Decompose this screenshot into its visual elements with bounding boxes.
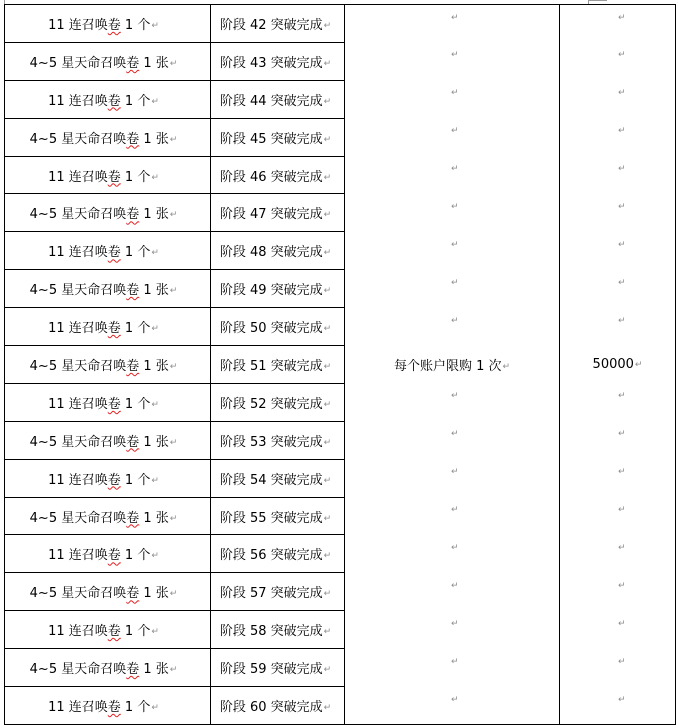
paragraph-mark-icon: ↵: [618, 164, 626, 175]
paragraph-mark-icon: ↵: [451, 467, 459, 478]
paragraph-mark-icon: ↵: [169, 437, 178, 448]
table-row: [5, 649, 676, 687]
paragraph-mark-icon: ↵: [323, 361, 332, 372]
limit-empty-cell[interactable]: [345, 687, 560, 725]
paragraph-mark-icon: ↵: [169, 286, 178, 297]
reward-text: 11 连召唤卷 1 个: [48, 396, 151, 412]
reward-text: 11 连召唤卷 1 个: [48, 93, 151, 109]
stage-text: 阶段 49 突破完成: [219, 283, 323, 299]
table-row: [5, 383, 676, 421]
price-empty-cell[interactable]: [560, 308, 676, 346]
paragraph-mark-icon: ↵: [323, 248, 332, 259]
stage-cell[interactable]: [211, 497, 345, 535]
paragraph-mark-icon: ↵: [151, 551, 159, 562]
paragraph-mark-icon: ↵: [323, 210, 332, 221]
paragraph-mark-icon: ↵: [618, 505, 626, 516]
table-row: [5, 118, 676, 156]
spellcheck-underline: 卷: [107, 472, 121, 488]
reward-cell[interactable]: [5, 5, 211, 43]
paragraph-mark-icon: ↵: [169, 361, 178, 372]
paragraph-mark-icon: ↵: [323, 627, 332, 638]
reward-text: 4~5 星天命召唤卷 1 张: [29, 207, 169, 223]
limit-empty-cell[interactable]: [345, 42, 560, 80]
table-row: [5, 42, 676, 80]
reward-text: 4~5 星天命召唤卷 1 张: [29, 358, 169, 374]
reward-cell[interactable]: [5, 535, 211, 573]
stage-cell[interactable]: [211, 421, 345, 459]
paragraph-mark-icon: ↵: [451, 201, 459, 212]
reward-cell[interactable]: [5, 649, 211, 687]
stage-text: 阶段 46 突破完成: [219, 169, 323, 185]
table-row: [5, 346, 676, 384]
stage-text: 阶段 47 突破完成: [219, 207, 323, 223]
spellcheck-underline: 卷: [107, 321, 121, 337]
stage-text: 阶段 44 突破完成: [219, 93, 323, 109]
paragraph-mark-icon: ↵: [618, 88, 626, 99]
spellcheck-underline: 卷: [126, 358, 140, 374]
table-row: [5, 535, 676, 573]
limit-empty-cell[interactable]: [345, 497, 560, 535]
paragraph-mark-icon: ↵: [323, 589, 332, 600]
stage-text: 阶段 54 突破完成: [219, 472, 323, 488]
reward-cell[interactable]: [5, 459, 211, 497]
paragraph-mark-icon: ↵: [169, 665, 178, 676]
paragraph-mark-icon: ↵: [618, 542, 626, 553]
stage-text: 阶段 57 突破完成: [219, 586, 323, 602]
paragraph-mark-icon: ↵: [323, 172, 332, 183]
reward-table: [4, 4, 676, 725]
paragraph-mark-icon: ↵: [451, 88, 459, 99]
paragraph-mark-icon: ↵: [618, 239, 626, 250]
table-row: [5, 573, 676, 611]
paragraph-mark-icon: ↵: [151, 702, 159, 713]
reward-cell[interactable]: [5, 421, 211, 459]
paragraph-mark-icon: ↵: [451, 694, 459, 705]
reward-cell[interactable]: [5, 232, 211, 270]
stage-cell[interactable]: [211, 459, 345, 497]
price-cell[interactable]: [560, 346, 676, 384]
reward-cell[interactable]: [5, 156, 211, 194]
paragraph-mark-icon: ↵: [618, 467, 626, 478]
stage-text: 阶段 42 突破完成: [219, 17, 323, 33]
paragraph-mark-icon: ↵: [323, 665, 332, 676]
stage-text: 阶段 51 突破完成: [219, 358, 323, 374]
paragraph-mark-icon: ↵: [323, 134, 332, 145]
limit-empty-cell[interactable]: [345, 611, 560, 649]
stage-cell[interactable]: [211, 42, 345, 80]
paragraph-mark-icon: ↵: [451, 164, 459, 175]
reward-text: 4~5 星天命召唤卷 1 张: [29, 662, 169, 678]
paragraph-mark-icon: ↵: [169, 210, 178, 221]
spellcheck-underline: 卷: [126, 131, 140, 147]
paragraph-mark-icon: ↵: [169, 589, 178, 600]
paragraph-mark-icon: ↵: [323, 324, 332, 335]
table-row: [5, 611, 676, 649]
stage-cell[interactable]: [211, 573, 345, 611]
stage-text: 阶段 53 突破完成: [219, 434, 323, 450]
paragraph-mark-icon: ↵: [618, 694, 626, 705]
stage-text: 阶段 59 突破完成: [219, 662, 323, 678]
spellcheck-underline: 卷: [107, 17, 121, 33]
purchase-limit-text: 每个账户限购 1 次: [393, 358, 502, 374]
paragraph-mark-icon: ↵: [451, 505, 459, 516]
reward-text: 4~5 星天命召唤卷 1 张: [29, 434, 169, 450]
reward-text: 11 连召唤卷 1 个: [48, 472, 151, 488]
spellcheck-underline: 卷: [126, 283, 140, 299]
limit-empty-cell[interactable]: [345, 308, 560, 346]
stage-cell[interactable]: [211, 5, 345, 43]
paragraph-mark-icon: ↵: [451, 656, 459, 667]
stage-text: 阶段 52 突破完成: [219, 396, 323, 412]
paragraph-mark-icon: ↵: [618, 315, 626, 326]
price-empty-cell[interactable]: [560, 573, 676, 611]
purchase-limit-cell[interactable]: [345, 346, 560, 384]
reward-cell[interactable]: [5, 118, 211, 156]
stage-text: 阶段 60 突破完成: [219, 699, 323, 715]
paragraph-mark-icon: ↵: [169, 134, 178, 145]
paragraph-mark-icon: ↵: [618, 126, 626, 137]
paragraph-mark-icon: ↵: [169, 58, 178, 69]
reward-text: 11 连召唤卷 1 个: [48, 321, 151, 337]
stage-cell[interactable]: [211, 118, 345, 156]
paragraph-mark-icon: ↵: [151, 172, 159, 183]
limit-empty-cell[interactable]: [345, 383, 560, 421]
price-empty-cell[interactable]: [560, 118, 676, 156]
price-empty-cell[interactable]: [560, 421, 676, 459]
reward-cell[interactable]: [5, 687, 211, 725]
stage-cell[interactable]: [211, 80, 345, 118]
stage-text: 阶段 43 突破完成: [219, 55, 323, 71]
price-empty-cell[interactable]: [560, 80, 676, 118]
table-row: [5, 156, 676, 194]
reward-text: 4~5 星天命召唤卷 1 张: [29, 510, 169, 526]
spellcheck-underline: 卷: [126, 55, 140, 71]
price-text: 50000: [592, 356, 634, 372]
stage-text: 阶段 45 突破完成: [219, 131, 323, 147]
spellcheck-underline: 卷: [126, 207, 140, 223]
paragraph-mark-icon: ↵: [618, 618, 626, 629]
price-empty-cell[interactable]: [560, 156, 676, 194]
reward-cell[interactable]: [5, 42, 211, 80]
table-row: [5, 5, 676, 43]
limit-empty-cell[interactable]: [345, 5, 560, 43]
spellcheck-underline: 卷: [107, 245, 121, 261]
paragraph-mark-icon: ↵: [151, 627, 159, 638]
stage-cell[interactable]: [211, 649, 345, 687]
paragraph-mark-icon: ↵: [502, 361, 511, 372]
price-empty-cell[interactable]: [560, 194, 676, 232]
table-row: [5, 459, 676, 497]
paragraph-mark-icon: ↵: [451, 13, 459, 23]
spellcheck-underline: 卷: [107, 93, 121, 109]
paragraph-mark-icon: ↵: [634, 359, 643, 370]
paragraph-mark-icon: ↵: [618, 277, 626, 288]
paragraph-mark-icon: ↵: [618, 50, 626, 61]
reward-cell[interactable]: [5, 383, 211, 421]
paragraph-mark-icon: ↵: [618, 429, 626, 440]
stage-cell[interactable]: [211, 383, 345, 421]
price-empty-cell[interactable]: [560, 535, 676, 573]
stage-cell[interactable]: [211, 346, 345, 384]
table-row: [5, 308, 676, 346]
paragraph-mark-icon: ↵: [151, 399, 159, 410]
limit-empty-cell[interactable]: [345, 156, 560, 194]
paragraph-mark-icon: ↵: [323, 513, 332, 524]
stage-text: 阶段 55 突破完成: [219, 510, 323, 526]
spellcheck-underline: 卷: [107, 396, 121, 412]
spellcheck-underline: 卷: [126, 434, 140, 450]
price-empty-cell[interactable]: [560, 687, 676, 725]
reward-text: 11 连召唤卷 1 个: [48, 17, 151, 33]
paragraph-mark-icon: ↵: [323, 96, 332, 107]
limit-empty-cell[interactable]: [345, 459, 560, 497]
reward-text: 4~5 星天命召唤卷 1 张: [29, 586, 169, 602]
price-empty-cell[interactable]: [560, 459, 676, 497]
paragraph-mark-icon: ↵: [451, 126, 459, 137]
paragraph-mark-icon: ↵: [169, 513, 178, 524]
spellcheck-underline: 卷: [126, 510, 140, 526]
spellcheck-underline: 卷: [126, 586, 140, 602]
stage-text: 阶段 48 突破完成: [219, 245, 323, 261]
paragraph-mark-icon: ↵: [618, 13, 626, 23]
price-empty-cell[interactable]: [560, 611, 676, 649]
table-row: [5, 80, 676, 118]
price-empty-cell[interactable]: [560, 5, 676, 43]
price-empty-cell[interactable]: [560, 232, 676, 270]
paragraph-mark-icon: ↵: [323, 286, 332, 297]
paragraph-mark-icon: ↵: [323, 437, 332, 448]
reward-cell[interactable]: [5, 270, 211, 308]
paragraph-mark-icon: ↵: [451, 391, 459, 402]
price-empty-cell[interactable]: [560, 497, 676, 535]
paragraph-mark-icon: ↵: [618, 656, 626, 667]
reward-cell[interactable]: [5, 573, 211, 611]
reward-cell[interactable]: [5, 194, 211, 232]
reward-cell[interactable]: [5, 80, 211, 118]
reward-table-body: [5, 5, 676, 725]
limit-empty-cell[interactable]: [345, 649, 560, 687]
paragraph-mark-icon: ↵: [451, 50, 459, 61]
table-row: [5, 497, 676, 535]
stage-cell[interactable]: [211, 270, 345, 308]
spellcheck-underline: 卷: [107, 624, 121, 640]
limit-empty-cell[interactable]: [345, 118, 560, 156]
paragraph-mark-icon: ↵: [451, 542, 459, 553]
reward-cell[interactable]: [5, 308, 211, 346]
stage-text: 阶段 58 突破完成: [219, 624, 323, 640]
price-empty-cell[interactable]: [560, 649, 676, 687]
limit-empty-cell[interactable]: [345, 270, 560, 308]
reward-text: 4~5 星天命召唤卷 1 张: [29, 55, 169, 71]
reward-text: 11 连召唤卷 1 个: [48, 699, 151, 715]
reward-cell[interactable]: [5, 611, 211, 649]
stage-cell[interactable]: [211, 611, 345, 649]
reward-text: 11 连召唤卷 1 个: [48, 624, 151, 640]
stage-text: 阶段 50 突破完成: [219, 321, 323, 337]
paragraph-mark-icon: ↵: [618, 201, 626, 212]
paragraph-mark-icon: ↵: [451, 618, 459, 629]
paragraph-mark-icon: ↵: [151, 248, 159, 259]
limit-empty-cell[interactable]: [345, 535, 560, 573]
price-empty-cell[interactable]: [560, 42, 676, 80]
stage-text: 阶段 56 突破完成: [219, 548, 323, 564]
stage-cell[interactable]: [211, 194, 345, 232]
paragraph-mark-icon: ↵: [618, 580, 626, 591]
reward-cell[interactable]: [5, 346, 211, 384]
spellcheck-underline: 卷: [107, 699, 121, 715]
reward-cell[interactable]: [5, 497, 211, 535]
spellcheck-underline: 卷: [107, 169, 121, 185]
limit-empty-cell[interactable]: [345, 194, 560, 232]
table-row: [5, 194, 676, 232]
reward-text: 11 连召唤卷 1 个: [48, 169, 151, 185]
paragraph-mark-icon: ↵: [451, 277, 459, 288]
paragraph-mark-icon: ↵: [151, 324, 159, 335]
spellcheck-underline: 卷: [107, 548, 121, 564]
paragraph-mark-icon: ↵: [151, 96, 159, 107]
reward-text: 4~5 星天命召唤卷 1 张: [29, 131, 169, 147]
limit-empty-cell[interactable]: [345, 232, 560, 270]
paragraph-mark-icon: ↵: [323, 702, 332, 713]
spellcheck-underline: 卷: [126, 662, 140, 678]
stage-cell[interactable]: [211, 535, 345, 573]
limit-empty-cell[interactable]: [345, 80, 560, 118]
paragraph-mark-icon: ↵: [451, 580, 459, 591]
paragraph-mark-icon: ↵: [323, 399, 332, 410]
table-row: [5, 270, 676, 308]
stage-cell[interactable]: [211, 308, 345, 346]
paragraph-mark-icon: ↵: [323, 58, 332, 69]
paragraph-mark-icon: ↵: [451, 239, 459, 250]
paragraph-mark-icon: ↵: [151, 475, 159, 486]
paragraph-mark-icon: ↵: [323, 475, 332, 486]
price-empty-cell[interactable]: [560, 383, 676, 421]
reward-text: 4~5 星天命召唤卷 1 张: [29, 283, 169, 299]
limit-empty-cell[interactable]: [345, 421, 560, 459]
paragraph-mark-icon: ↵: [451, 429, 459, 440]
table-row: [5, 687, 676, 725]
reward-text: 11 连召唤卷 1 个: [48, 548, 151, 564]
paragraph-mark-icon: ↵: [618, 391, 626, 402]
stage-cell[interactable]: [211, 232, 345, 270]
paragraph-mark-icon: ↵: [323, 551, 332, 562]
stage-cell[interactable]: [211, 687, 345, 725]
stage-cell[interactable]: [211, 156, 345, 194]
reward-text: 11 连召唤卷 1 个: [48, 245, 151, 261]
table-row: [5, 421, 676, 459]
paragraph-mark-icon: ↵: [451, 315, 459, 326]
paragraph-mark-icon: ↵: [323, 20, 332, 31]
paragraph-mark-icon: ↵: [151, 20, 159, 31]
table-row: [5, 232, 676, 270]
limit-empty-cell[interactable]: [345, 573, 560, 611]
price-empty-cell[interactable]: [560, 270, 676, 308]
